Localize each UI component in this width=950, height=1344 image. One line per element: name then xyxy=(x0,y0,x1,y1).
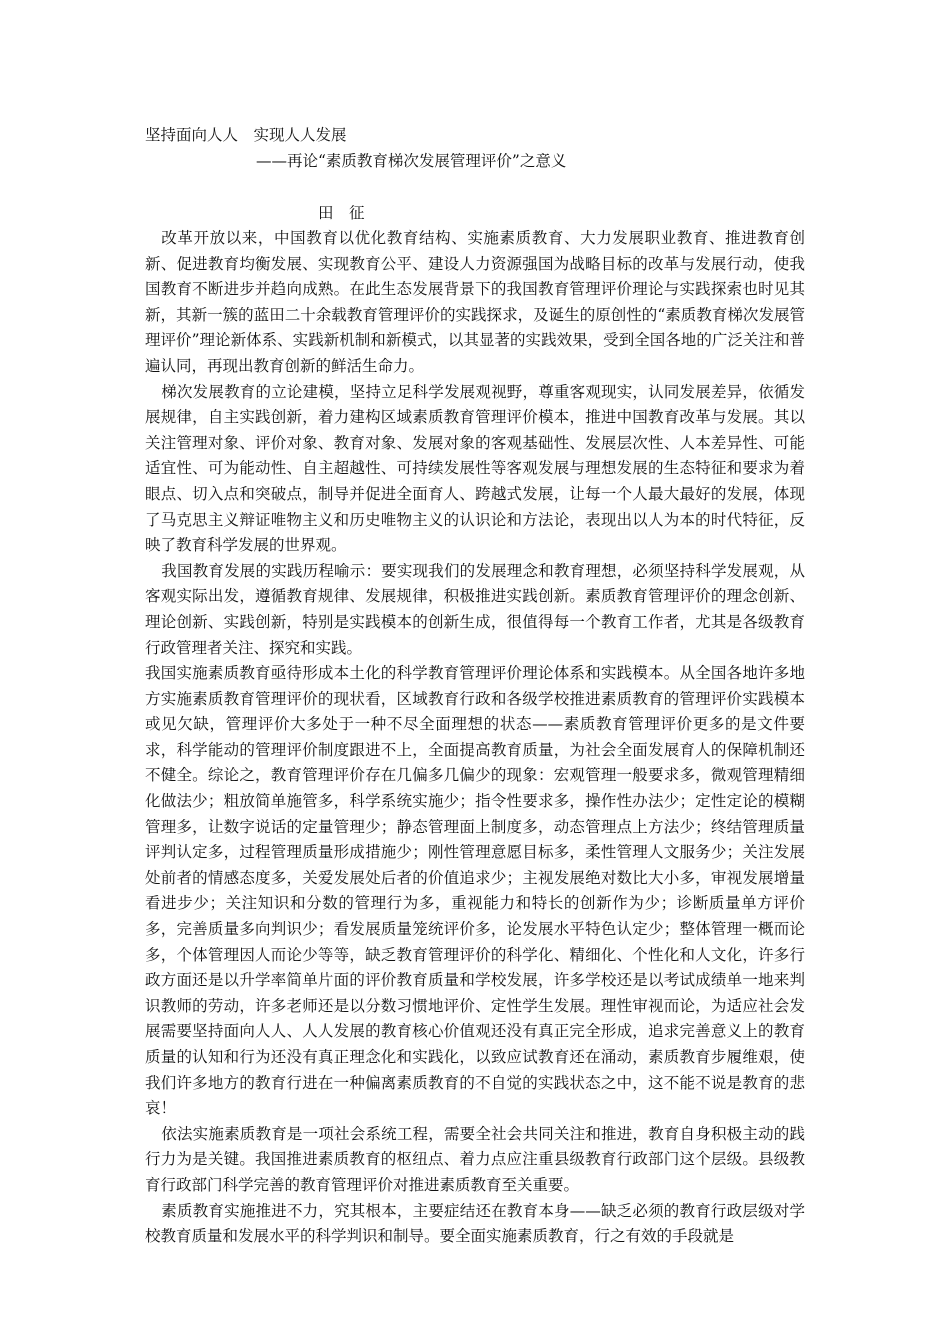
document-body xyxy=(145,226,805,1250)
document-subtitle: ——再论“素质教育梯次发展管理评价”之意义 xyxy=(256,152,567,170)
author-name: 田 征 xyxy=(318,204,365,222)
paragraph-3: 我国教育发展的实践历程喻示：要实现我们的发展理念和教育理想，必须坚持科学发展观，从客观实际出发，遵循教育规律、发展规律，积极推进实践创新。素质教育管理评价的理念创新、理论创新、实践创新，特别是实践模本的创新生成，很值得每一个教育工作者，尤其是各级教育行政管理者关注、探究和实践。 xyxy=(145,561,805,657)
paragraph-2: 梯次发展教育的立论建模，坚持立足科学发展观视野，尊重客观现实，认同发展差异，依循发展规律，自主实践创新，着力建构区域素质教育管理评价模本，推进中国教育改革与发展。其以关注管理对象、评价对象、教育对象、发展对象的客观基础性、发展层次性、人本差异性、可能适宜性、可为能动性、自主超越性、可持续发展性等客观发展与理想发展的生态特征和要求为着眼点、切入点和突破点，制导并促进全面育人、跨越式发展，让每一个人最大最好的发展，体现了马克思主义辩证唯物主义和历史唯物主义的认识论和方法论，表现出以人为本的时代特征，反映了教育科学发展的世界观。 xyxy=(145,382,805,555)
document-title: 坚持面向人人 实现人人发展 xyxy=(145,126,347,144)
paragraph-6: 素质教育实施推进不力，究其根本，主要症结还在教育本身——缺乏必须的教育行政层级对学校教育质量和发展水平的科学判识和制导。要全面实施素质教育，行之有效的手段就是 xyxy=(145,1201,805,1246)
paragraph-5: 依法实施素质教育是一项社会系统工程，需要全社会共同关注和推进，教育自身积极主动的践行力为是关键。我国推进素质教育的枢纽点、着力点应注重县级教育行政部门这个层级。县级教育行政部门科学完善的教育管理评价对推进素质教育至关重要。 xyxy=(145,1124,805,1194)
paragraph-1: 改革开放以来，中国教育以优化教育结构、实施素质教育、大力发展职业教育、推进教育创新、促进教育均衡发展、实现教育公平、建设人力资源强国为战略目标的改革与发展行动，使我国教育不断进步并趋向成熟。在此生态发展背景下的我国教育管理评价理论与实践探索也时见其新，其新一簇的蓝田二十余载教育管理评价的实践探求，及诞生的原创性的“素质教育梯次发展管理评价”理论新体系、实践新机制和新模式，以其显著的实践效果，受到全国各地的广泛关注和普遍认同，再现出教育创新的鲜活生命力。 xyxy=(145,229,805,375)
paragraph-4: 我国实施素质教育亟待形成本土化的科学教育管理评价理论体系和实践模本。从全国各地许多地方实施素质教育管理评价的现状看，区域教育行政和各级学校推进素质教育的管理评价实践模本或见欠缺，管理评价大多处于一种不尽全面理想的状态——素质教育管理评价更多的是文件要求，科学能动的管理评价制度跟进不上，全面提高教育质量，为社会全面发展育人的保障机制还不健全。综论之，教育管理评价存在几偏多几偏少的现象：宏观管理一般要求多，微观管理精细化做法少；粗放简单施管多，科学系统实施少；指令性要求多，操作性办法少；定性定论的模糊管理多，让数字说话的定量管理少；静态管理面上制度多，动态管理点上方法少；终结管理质量评判认定多，过程管理质量形成措施少；刚性管理意愿目标多，柔性管理人文服务少；关注发展处前者的情感态度多，关爱发展处后者的价值追求少；主视发展绝对数比大小多，审视发展增量看进步少；关注知识和分数的管理行为多，重视能力和特长的创新作为少；诊断质量单方评价多，完善质量多向判识少；看发展质量笼统评价多，论发展水平特色认定少；整体管理一概而论多，个体管理因人而论少等等，缺乏教育管理评价的科学化、精细化、个性化和人文化，许多行政方面还是以升学率简单片面的评价教育质量和学校发展，许多学校还是以考试成绩单一地来判识教师的劳动，许多老师还是以分数习惯地评价、定性学生发展。理性审视而论，为适应社会发展需要坚持面向人人、人人发展的教育核心价值观还没有真正完全形成，追求完善意义上的教育质量的认知和行为还没有真正理念化和实践化，以致应试教育还在涌动，素质教育步履维艰，使我们许多地方的教育行进在一种偏离素质教育的不自觉的实践状态之中，这不能不说是教育的悲哀！ xyxy=(145,664,805,1118)
